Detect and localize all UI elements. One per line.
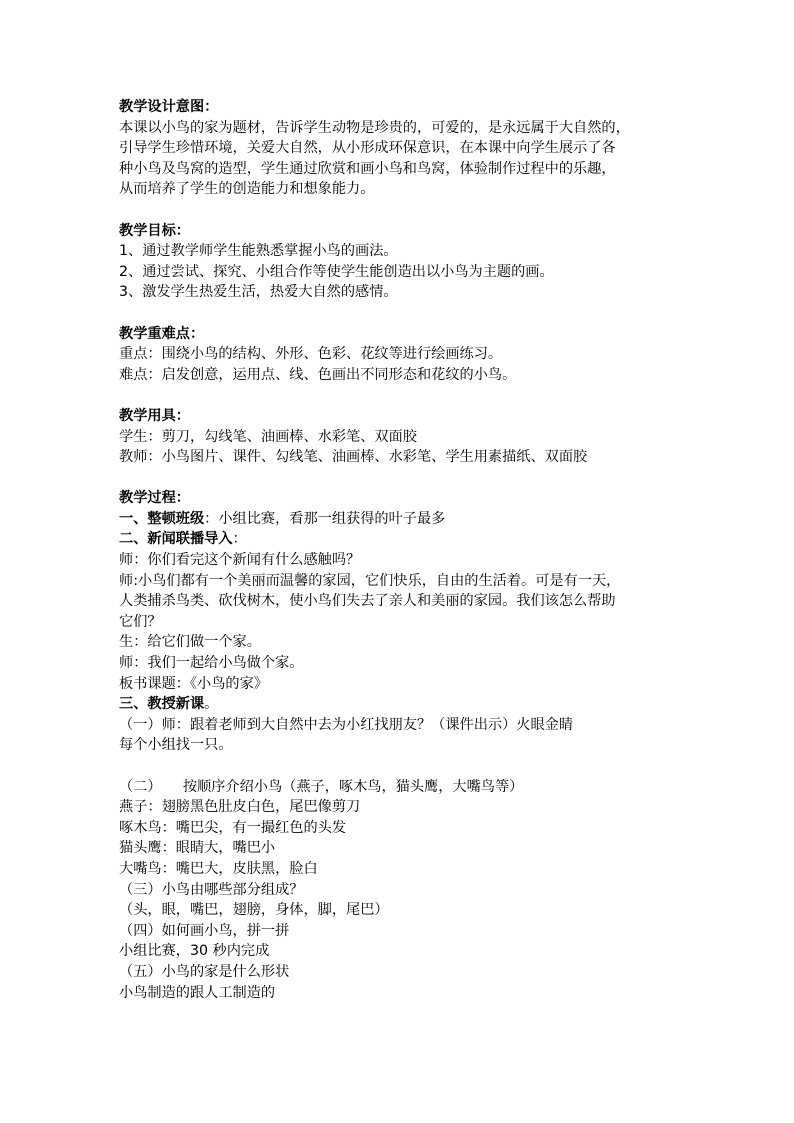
objective-item: 2、通过尝试、探究、小组合作等使学生能创造出以小鸟为主题的画。 <box>119 263 554 280</box>
process-step-2-text: ： <box>232 531 247 548</box>
lesson-line: 大嘴鸟：嘴巴大，皮肤黑，脸白 <box>119 860 318 877</box>
lesson-line: 小鸟制造的跟人工制造的 <box>119 984 276 1001</box>
process-step-2 <box>119 529 689 550</box>
paragraph-line: 种小鸟及鸟窝的造型，学生通过欣赏和画小鸟和鸟窝，体验制作过程中的乐趣， <box>119 160 616 177</box>
lesson-line: （头，眼，嘴巴，翅膀，身体，脚，尾巴） <box>119 902 389 919</box>
lesson-line: 猫头鹰：眼睛大，嘴巴小 <box>119 840 276 857</box>
process-step-1 <box>119 509 689 530</box>
process-step-2-title: 二、新闻联播导入 <box>119 531 233 548</box>
dialogue-line: 师：你们看完这个新闻有什么感触吗？ <box>119 552 361 569</box>
lesson-line: （五）小鸟的家是什么形状 <box>119 963 290 980</box>
paragraph-line: 从而培养了学生的创造能力和想象能力。 <box>119 181 375 198</box>
key-point-item: 难点：启发创意，运用点、线、色画出不同形态和花纹的小鸟。 <box>119 366 517 383</box>
spacer <box>119 303 689 324</box>
section-heading-key-points: 教学重难点： <box>119 325 205 342</box>
objective-item: 1、通过教学师学生能熟悉掌握小鸟的画法。 <box>119 243 398 260</box>
board-title-line: 板书课题：《小鸟的家》 <box>119 675 268 692</box>
dialogue-line: 师：我们一起给小鸟做个家。 <box>119 655 304 672</box>
lesson-line: 每个小组找一只。 <box>119 737 233 754</box>
lesson-line: 燕子：翅膀黑色肚皮白色，尾巴像剪刀 <box>119 799 361 816</box>
lesson-line: 小组比赛，30 秒内完成 <box>119 943 270 960</box>
process-step-1-title: 一、整顿班级 <box>119 510 205 527</box>
process-step-3-title: 三、教授新课 <box>119 696 205 713</box>
process-step-3 <box>119 694 689 715</box>
section-heading-process: 教学过程： <box>119 490 190 507</box>
spacer <box>119 756 689 777</box>
lesson-line: （三）小鸟由哪些部分组成？ <box>119 881 304 898</box>
dialogue-line: 人类捕杀鸟类、砍伐树木，使小鸟们失去了亲人和美丽的家园。我们该怎么帮助 <box>119 593 616 610</box>
section-heading-materials: 教学用具： <box>119 407 190 424</box>
process-step-3-text: 。 <box>204 696 219 713</box>
lesson-line: 啄木鸟：嘴巴尖，有一撮红色的头发 <box>119 819 347 836</box>
material-item: 学生：剪刀，勾线笔、油画棒、水彩笔、双面胶 <box>119 428 417 445</box>
lesson-line: （一）师：跟着老师到大自然中去为小红找朋友？（课件出示）火眼金睛 <box>119 716 574 733</box>
section-heading-design-intent: 教学设计意图： <box>119 99 219 115</box>
document-page <box>119 97 689 1003</box>
spacer <box>119 200 689 221</box>
lesson-line: （四）如何画小鸟，拼一拼 <box>119 922 290 939</box>
dialogue-line: 它们？ <box>119 613 162 630</box>
spacer <box>119 385 689 406</box>
key-point-item: 重点：围绕小鸟的结构、外形、色彩、花纹等进行绘画练习。 <box>119 346 503 363</box>
process-step-1-text: ：小组比赛，看那一组获得的叶子最多 <box>204 510 446 527</box>
dialogue-line: 师:小鸟们都有一个美丽而温馨的家园，它们快乐，自由的生活着。可是有一天， <box>119 572 621 589</box>
lesson-line: （二） 按顺序介绍小鸟（燕子，啄木鸟，猫头鹰，大嘴鸟等） <box>119 778 524 795</box>
objective-item: 3、激发学生热爱生活，热爱大自然的感情。 <box>119 284 398 301</box>
paragraph-line: 本课以小鸟的家为题材，告诉学生动物是珍贵的，可爱的，是永远属于大自然的， <box>119 119 630 136</box>
paragraph-line: 引导学生珍惜环境，关爱大自然，从小形成环保意识，在本课中向学生展示了各 <box>119 140 616 157</box>
material-item: 教师：小鸟图片、课件、勾线笔、油画棒、水彩笔、学生用素描纸、双面胶 <box>119 449 588 466</box>
spacer <box>119 468 689 489</box>
section-heading-objectives: 教学目标： <box>119 222 190 239</box>
dialogue-line: 生：给它们做一个家。 <box>119 634 261 651</box>
